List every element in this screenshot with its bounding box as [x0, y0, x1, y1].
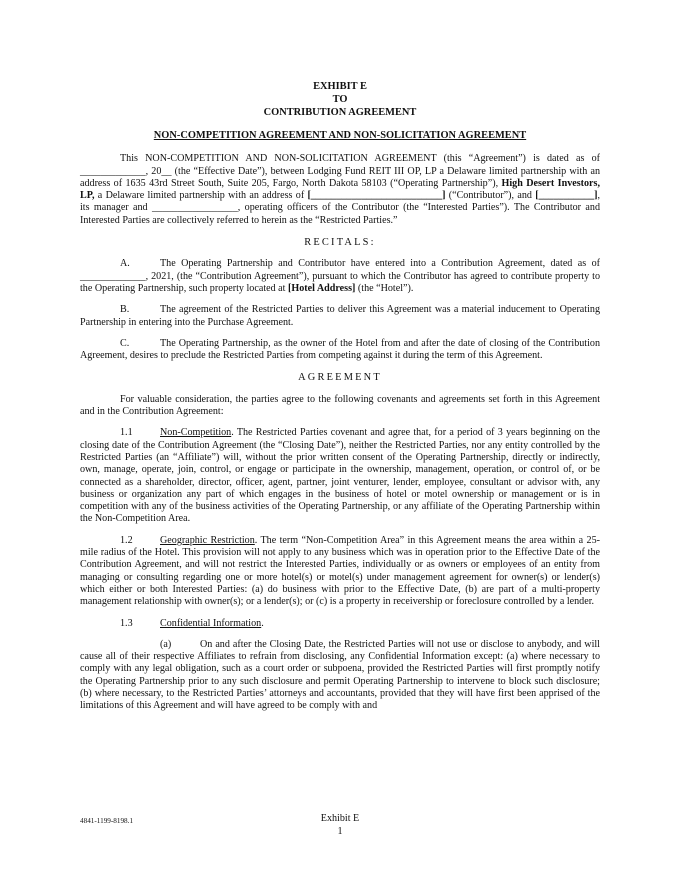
footer-exhibit-label: Exhibit E	[320, 813, 360, 824]
recital-a-label: A.	[120, 258, 130, 270]
intro-text-3: (“Contributor”), and	[445, 190, 536, 202]
recital-a-text: The Operating Partnership and Contributor have entered into a Contribution Agreement, dated as of _____________, 2021, (the “Contribution Agreement”), pursuant to which the Contributor has agreed to contribute property to the Operating Partnership, such property located at	[80, 258, 600, 294]
section-1-3-number: 1.3	[120, 617, 133, 629]
agreement-heading: AGREEMENT	[298, 372, 382, 384]
section-1-2	[80, 535, 600, 609]
agreement-preamble: For valuable consideration, the parties agree to the following covenants and agreements set forth in this Agreement and in the Contribution Agreement:	[80, 393, 600, 418]
intro-contributor-name: High Desert Investors, LP,	[80, 177, 600, 202]
intro-manager-blank: [___________]	[535, 190, 598, 202]
footer-page-label	[0, 813, 680, 838]
intro-text-2: a Delaware limited partnership with an address of	[94, 190, 308, 202]
intro-contributor-address: [__________________________]	[307, 190, 446, 202]
recitals-heading: RECITALS:	[304, 237, 376, 249]
recital-a-hotel-address: [Hotel Address]	[287, 282, 356, 294]
intro-text-1: This NON-COMPETITION AND NON-SOLICITATION AGREEMENT (this “Agreement”) is dated as of _____________, 20__ (the “Effective Date”), between Lodging Fund REIT III OP, LP a Delaware limited partnership with an address of 1635 43rd Street South, Suite 205, Fargo, North Dakota 58103 (“Operating Partnership”),	[80, 153, 600, 189]
section-1-3-a	[80, 639, 600, 713]
recital-c	[80, 338, 600, 363]
section-1-3-tail: .	[261, 617, 264, 629]
exhibit-to: TO	[332, 94, 348, 105]
section-1-3-a-label: (a)	[160, 638, 172, 650]
section-1-2-number: 1.2	[120, 534, 133, 546]
recital-c-text: The Operating Partnership, as the owner of the Hotel from and after the date of closing of the Contribution Agreement, desires to preclude the Restricted Parties from competing against it during the term of this Agreement.	[80, 337, 600, 362]
section-1-1-number: 1.1	[120, 427, 133, 439]
section-1-3-a-text: On and after the Closing Date, the Restricted Parties will not use or disclose to anybody, and will cause all of their respective Affiliates to refrain from disclosing, any Confidential Information except: (a) where necessary to comply with any legal obligation, such as a court order or subpoena, provided the Restricted Parties will first promptly notify the Operating Partnership prior to any such disclosure and permit Operating Partnership to intervene to block such disclosure; (b) where necessary, to the Restricted Parties’ attorneys and accountants, provided that they will have first been apprised of the limitations of this Agreement and will have agreed to be comply with and	[80, 638, 600, 712]
exhibit-heading: EXHIBIT E	[313, 81, 367, 92]
section-1-1-title: Non-Competition	[160, 427, 232, 439]
section-1-1	[80, 427, 600, 525]
recital-a	[80, 258, 600, 295]
recital-b-text: The agreement of the Restricted Parties to deliver this Agreement was a material inducement to Operating Partnership in entering into the Purchase Agreement.	[80, 304, 600, 328]
document-title: NON-COMPETITION AGREEMENT AND NON-SOLICITATION AGREEMENT	[153, 130, 527, 141]
recital-c-label: C.	[120, 337, 130, 349]
intro-text-4: , its manager and _________________, operating officers of the Contributor (the “Interested Parties”). The Contributor and Interested Parties are collectively referred to herein as the “Restricted Parties.”	[80, 190, 600, 226]
recital-b-label: B.	[120, 304, 130, 316]
section-1-1-text: . The Restricted Parties covenant and agree that, for a period of 3 years beginning on the closing date of the Contribution Agreement (the “Closing Date”), neither the Restricted Parties, nor any entity controlled by the Restricted Parties (an “Affiliate”) will, without the prior written consent of the Operating Partnership, directly or indirectly, own, manage, operate, join, control, or engage or participate in the ownership, management, operation, or control of, or be connected as a shareholder, director, officer, agent, partner, joint venturer, lender, employee, consultant or advisor with, any business or organization any part of which engages in the business of hotel or motel ownership or management or is in competition with any of the business activities of the Operating Partnership, or any affiliate of the Operating Partnership within the Non-Competition Area.	[80, 427, 600, 525]
intro-paragraph	[80, 153, 600, 227]
footer-page-number: 1	[337, 825, 343, 837]
exhibit-agreement-name: CONTRIBUTION AGREEMENT	[263, 107, 417, 118]
section-1-2-text: . The term “Non-Competition Area” in this Agreement means the area within a 25-mile radius of the Hotel. This provision will not apply to any business which was in operation prior to the Effective Date of the Contribution Agreement, and will not restrict the Interested Parties, individually or as owners or employees of an entity from managing or consulting regarding one or more hotel(s) or motel(s) under management agreement for owner(s) or lender(s) which either or both Interested Parties: (a) do business with prior to the Effective Date, (b) are part of a multi-property management relationship with owner(s); or a lender(s); or (c) is a property in receivership or foreclosure controlled by a lender.	[80, 534, 600, 608]
document-page	[80, 80, 600, 713]
section-1-3	[80, 618, 600, 630]
section-1-3-title: Confidential Information	[160, 617, 262, 629]
recital-a-tail: (the “Hotel”).	[355, 282, 414, 294]
section-1-2-title: Geographic Restriction	[160, 534, 255, 546]
recital-b	[80, 304, 600, 329]
footer-document-id: 4841-1199-8198.1	[80, 817, 134, 825]
